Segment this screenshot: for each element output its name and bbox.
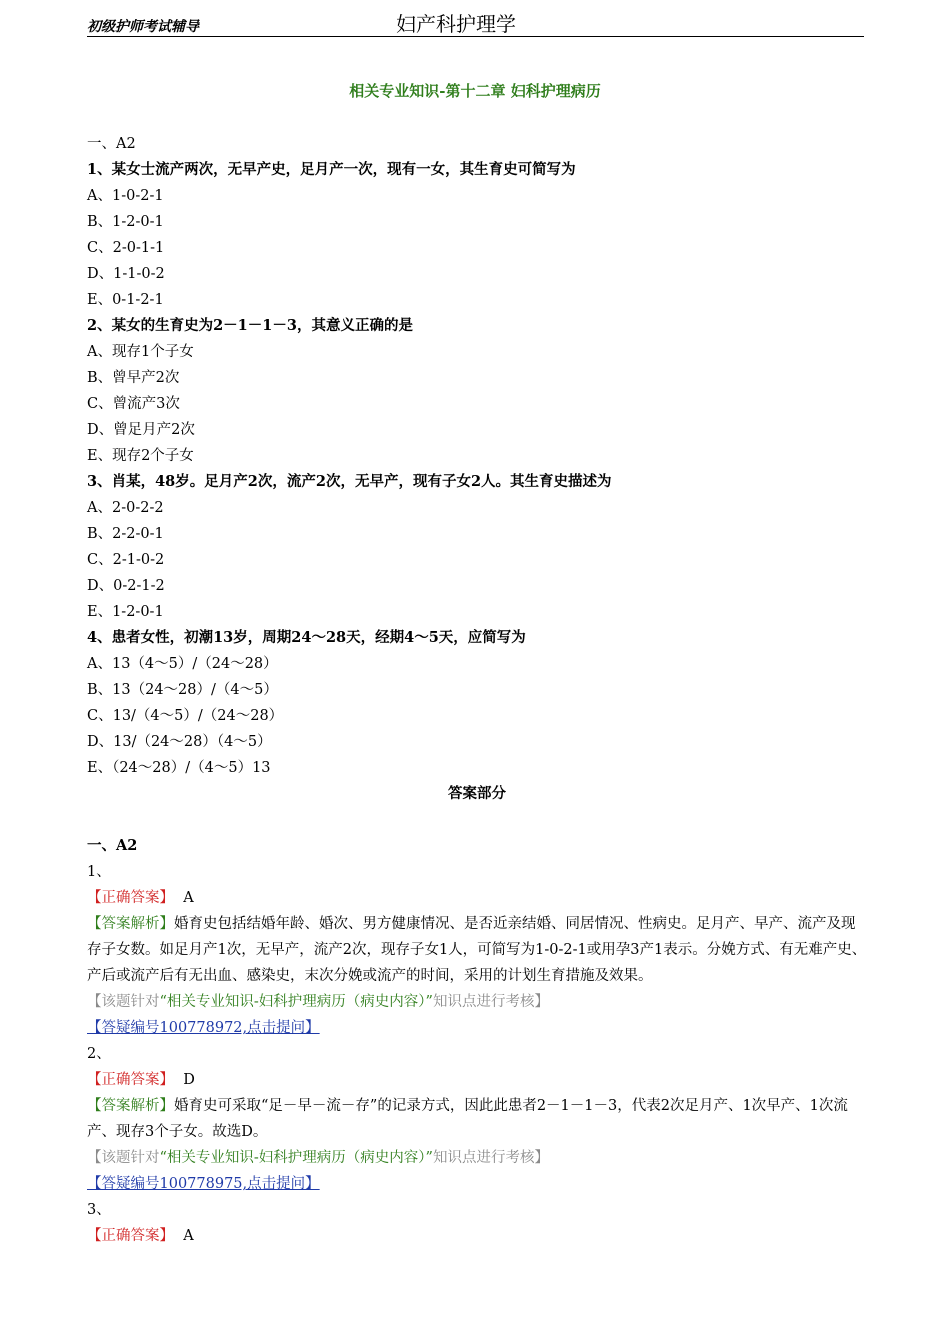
correct-answer-label: 【正确答案】 — [87, 1072, 174, 1088]
option: B、2-2-0-1 — [87, 526, 164, 542]
analysis-text: 婚育史包括结婚年龄、婚次、男方健康情况、是否近亲结婚、同居情况、性病史。足月产、早产、流产及现存子女数。如足月产1次，无早产，流产2次，现存子女1人，可简写为1-0-2-1或用孕3产1表示。分娩方式、有无难产史、产后或流产后有无出血、感染史，末次分娩或流产的时间，采用的计划生育措施及效果。 — [87, 916, 867, 984]
ask-question-row — [87, 1015, 867, 1041]
page-header — [87, 8, 864, 37]
note-prefix: 【该题针对 — [87, 1150, 160, 1166]
answer-number: 3、 — [87, 1202, 111, 1218]
option: B、13（24～28）/（4～5） — [87, 682, 278, 698]
answer-number: 1、 — [87, 864, 111, 880]
correct-answer-value: D — [183, 1072, 195, 1088]
analysis-label: 【答案解析】 — [87, 1098, 174, 1114]
option: A、1-0-2-1 — [87, 188, 164, 204]
correct-answer-value: A — [183, 1228, 194, 1244]
option: C、2-1-0-2 — [87, 552, 165, 568]
question-stem: 2、某女的生育史为2－1－1－3，其意义正确的是 — [87, 317, 413, 334]
ask-question-link[interactable]: 【答疑编号100778972,点击提问】 — [87, 1020, 320, 1036]
header-subject: 妇产科护理学 — [396, 12, 516, 36]
option: B、曾早产2次 — [87, 370, 180, 386]
note-prefix: 【该题针对 — [87, 994, 160, 1010]
option: B、1-2-0-1 — [87, 214, 164, 230]
section-label: 一、A2 — [87, 136, 136, 152]
question-stem: 3、肖某，48岁。足月产2次，流产2次，无早产，现有子女2人。其生育史描述为 — [87, 473, 612, 490]
option: D、13/（24～28）（4～5） — [87, 734, 272, 750]
correct-answer-label: 【正确答案】 — [87, 1228, 174, 1244]
option: E、现存2个子女 — [87, 448, 194, 464]
option: A、现存1个子女 — [87, 344, 194, 360]
correct-answer-row — [87, 1223, 867, 1249]
correct-answer-value: A — [183, 890, 194, 906]
option: C、2-0-1-1 — [87, 240, 165, 256]
header-course-name: 初级护师考试辅导 — [87, 19, 199, 35]
correct-answer-label: 【正确答案】 — [87, 890, 174, 906]
answers-heading: 答案部分 — [448, 785, 506, 802]
option: C、13/（4～5）/（24～28） — [87, 708, 284, 724]
answer-analysis — [87, 911, 867, 989]
topic-note — [87, 1145, 867, 1171]
option: A、2-0-2-2 — [87, 500, 164, 516]
analysis-label: 【答案解析】 — [87, 916, 174, 932]
analysis-text: 婚育史可采取“足－早－流－存”的记录方式，因此此患者2－1－1－3，代表2次足月产、1次早产、1次流产、现存3个子女。故选D。 — [87, 1098, 848, 1140]
option: E、0-1-2-1 — [87, 292, 164, 308]
correct-answer-row — [87, 885, 867, 911]
answer-analysis — [87, 1093, 867, 1145]
ask-question-link[interactable]: 【答疑编号100778975,点击提问】 — [87, 1176, 320, 1192]
note-topic: “相关专业知识-妇科护理病历（病史内容）” — [159, 994, 433, 1010]
topic-note — [87, 989, 867, 1015]
answer-number: 2、 — [87, 1046, 111, 1062]
ask-question-row — [87, 1171, 867, 1197]
option: E、（24～28）/（4～5）13 — [87, 760, 271, 776]
question-stem: 4、患者女性，初潮13岁，周期24～28天，经期4～5天，应简写为 — [87, 629, 526, 646]
option: A、13（4～5）/（24～28） — [87, 656, 278, 672]
question-stem: 1、某女士流产两次，无早产史，足月产一次，现有一女，其生育史可简写为 — [87, 161, 576, 178]
correct-answer-row — [87, 1067, 867, 1093]
option: D、1-1-0-2 — [87, 266, 165, 282]
chapter-title: 相关专业知识-第十二章 妇科护理病历 — [349, 82, 601, 100]
document-body — [87, 131, 867, 1249]
spacer — [87, 807, 867, 833]
note-suffix: 知识点进行考核】 — [432, 1150, 549, 1166]
note-topic: “相关专业知识-妇科护理病历（病史内容）” — [159, 1150, 433, 1166]
note-suffix: 知识点进行考核】 — [432, 994, 549, 1010]
option: D、曾足月产2次 — [87, 422, 195, 438]
answers-section-label: 一、A2 — [87, 837, 138, 854]
option: C、曾流产3次 — [87, 396, 180, 412]
option: D、0-2-1-2 — [87, 578, 165, 594]
option: E、1-2-0-1 — [87, 604, 164, 620]
